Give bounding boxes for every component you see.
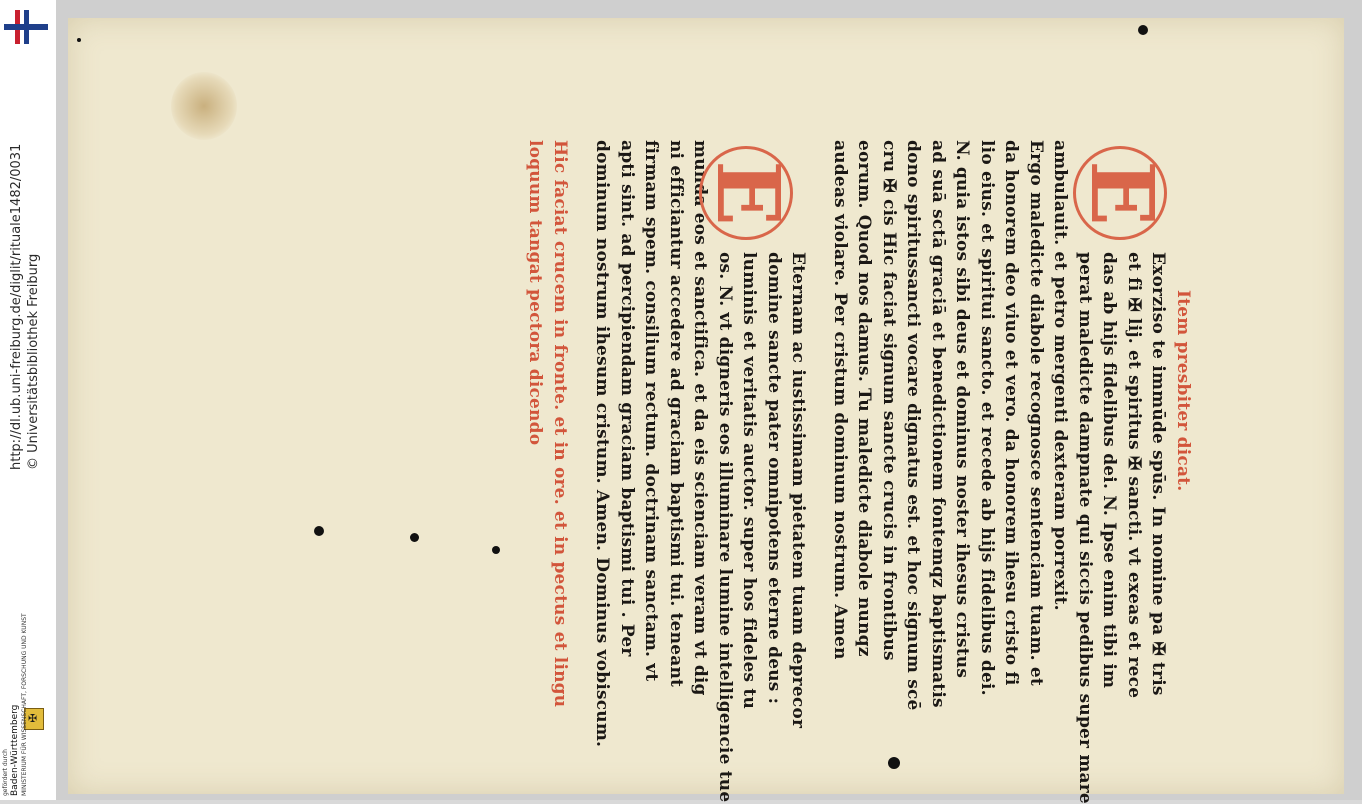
text-line: os. N. vt digneris eos illuminare lumine intelligencie tue [715,252,735,803]
rubric-line: Hic faciat crucem in fronte. et in ore. et in pectus et lingu [550,140,570,708]
source-url-link[interactable]: http://dl.ub.uni-freiburg.de/diglit/rituale1482/0031 [9,143,24,470]
text-line: domine sancte pater omnipotens eterne deus : [764,252,784,705]
ink-dot [314,526,324,536]
text-line: das ab hijs fidelibus dei. N. Ipse enim tibi im [1099,252,1120,689]
text-line: audeas violare. Per cristum dominum nostrum. Amen [830,140,850,660]
text-line: cru ✠ cis Hic faciat signum sancte crucis in frontibus [879,140,899,661]
decorated-initial-e: E [1073,146,1167,240]
text-line: ni efficiantur accedere ad graciam baptismi tui. teneant [666,140,686,688]
ink-dot [1138,25,1148,35]
section-heading: Item presbiter dicat. [1173,290,1193,492]
text-line: Eternam ac iustissimam pietatem tuam deprecor [788,252,809,729]
funder-name: Baden-Württemberg [10,704,20,796]
ink-dot [410,533,419,542]
copyright-text: © Universitätsbibliothek Freiburg [26,253,41,470]
text-line: apti sint. ad percipiendam graciam baptismi tui . Per [617,140,637,657]
decorated-initial-e-2: E [699,146,793,240]
rotated-text-block [523,140,1195,804]
text-line: lio eius. et spiritui sancto. et recede ab hijs fidelibus dei. [977,140,997,696]
text-line: eorum. Quod nos damus. Tu maledicte diabole nunqz [854,140,875,657]
text-line: dominum nostrum ihesum cristum. Amen. Dominus vobiscum. [592,140,613,748]
text-line: et fi ✠ lij. et spiritus ✠ sancti. vt exeas et rece [1124,252,1144,699]
text-line: perat maledicte dampnate qui siccis pedibus super mare [1075,252,1095,804]
text-line: Ergo maledicte diabole recognosce sentenciam tuam. et [1026,140,1046,686]
baden-wuerttemberg-crest-icon: ✠ [24,708,44,730]
ub-freiburg-logo-icon [4,6,48,50]
text-line: N. quia istos sibi deus et dominus noster ihesus cristus [952,140,973,679]
funder-ministry: MINISTERIUM FÜR WISSENSCHAFT, FORSCHUNG UND KUNST [21,613,28,796]
funder-block [2,613,54,796]
sidebar-source-text [8,144,42,470]
ink-dot [888,757,900,769]
text-line: dono spiritussancti vocare dignatus est. et hoc signum scē [903,140,924,711]
text-line: da honorem deo viuo et vero. da honorem ihesu cristo fi [1001,140,1022,686]
rubric-instruction [523,140,572,720]
info-sidebar [0,0,57,800]
funder-label: gefördert durch [2,749,9,796]
paper-stain [171,72,237,140]
ink-dot [77,38,81,42]
text-line: munda eos et sanctifica. et da eis scienciam veram vt dig [690,140,711,696]
rubric-line: loquum tangat pectora dicendo [525,140,546,446]
text-line: firmam spem. consilium rectum. doctrinam sanctam. vt [641,140,662,682]
text-line: Exorziso te immūde spūs. In nomine pa ✠ tris [1148,252,1169,696]
text-line: ambulauit. et petro mergenti dexteram porrexit. [1050,140,1071,611]
ink-dot [492,546,500,554]
text-line: luminis et veritatis auctor. super hos fideles tu [739,252,760,710]
text-line: ad suā sctā graciā et benedictionem fontemqz baptismatis [928,140,948,708]
